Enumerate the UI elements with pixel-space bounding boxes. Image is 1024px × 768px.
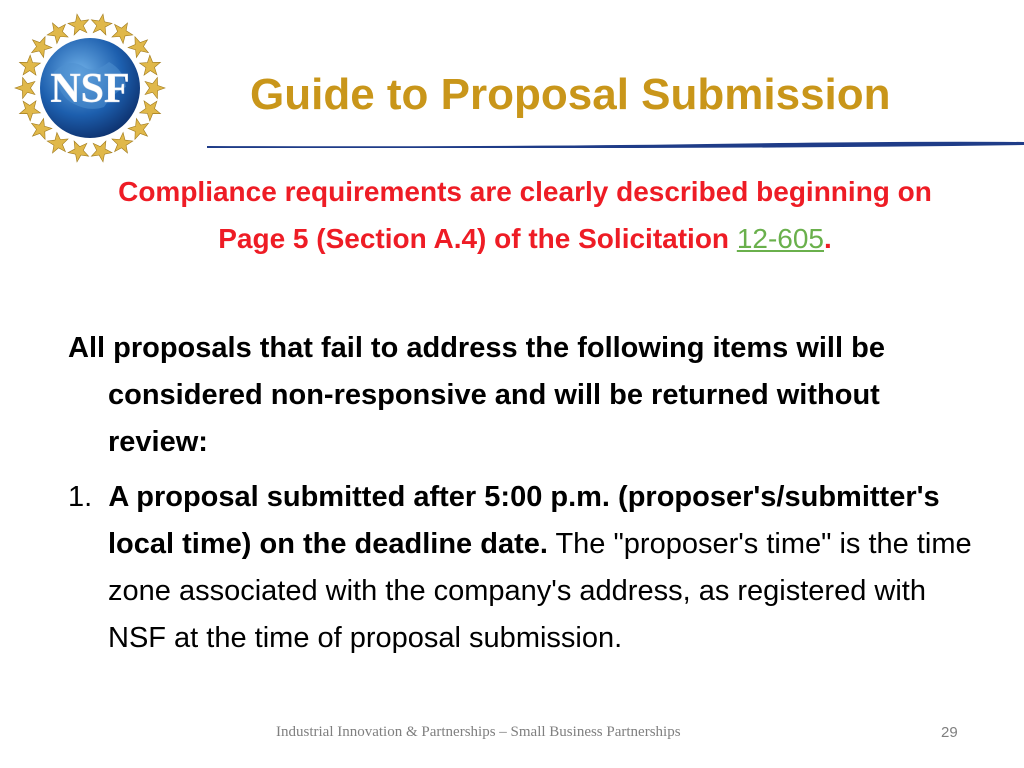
logo-star	[68, 141, 89, 162]
svg-text:NSF: NSF	[50, 66, 130, 112]
logo-star	[140, 101, 161, 121]
logo-star	[145, 78, 165, 99]
solicitation-link[interactable]: 12-605	[736, 223, 824, 254]
logo-star	[128, 37, 148, 58]
compliance-note-end: .	[824, 223, 832, 254]
logo-star	[20, 101, 41, 121]
list-item-number: 1.	[68, 481, 93, 513]
list-item-text: The "proposer's time" is the time zone associated with the company's address, as registered with NSF at the time of proposal submission.	[108, 528, 972, 654]
list-item	[68, 474, 973, 662]
logo-star	[20, 55, 41, 75]
intro-paragraph: All proposals that fail to address the following items will be considered non-responsive and will be returned without review:	[68, 332, 885, 458]
footer-text: Industrial Innovation & Partnerships – Small Business Partnerships	[276, 724, 681, 740]
logo-star	[91, 14, 112, 35]
logo-star	[32, 119, 52, 140]
logo-star	[32, 37, 52, 58]
logo-star	[15, 78, 35, 99]
logo-star	[112, 23, 133, 44]
nsf-logo	[14, 12, 166, 164]
logo-star	[47, 23, 68, 44]
logo-star	[128, 119, 148, 140]
compliance-note	[110, 168, 940, 262]
logo-star	[91, 141, 112, 162]
page-number: 29	[941, 724, 958, 741]
list-item-bold-text: A proposal submitted after 5:00 p.m. (proposer's/submitter's local time) on the deadline date.	[108, 481, 940, 560]
logo-star	[140, 55, 161, 75]
logo-star	[47, 133, 68, 154]
compliance-note-text: Compliance requirements are clearly described beginning on Page 5 (Section A.4) of the Solicitation	[118, 176, 932, 254]
slide-title: Guide to Proposal Submission	[250, 70, 891, 119]
title-underline	[207, 138, 1024, 152]
slide-body	[68, 325, 973, 662]
logo-star	[68, 14, 89, 35]
logo-star	[112, 133, 133, 154]
